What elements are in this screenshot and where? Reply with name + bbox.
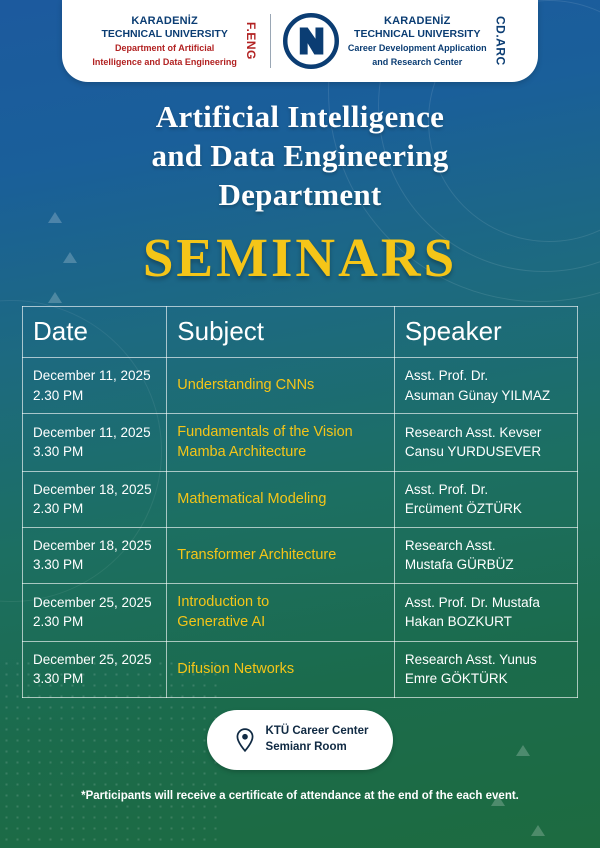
cell-subject bbox=[167, 583, 395, 641]
column-header-speaker: Speaker bbox=[394, 307, 577, 358]
speaker-line1: Research Asst. bbox=[404, 537, 496, 553]
date-line2: 3.30 PM bbox=[33, 444, 84, 460]
cell-speaker bbox=[394, 358, 577, 414]
date-line1: December 25, 2025 bbox=[33, 651, 152, 667]
subject-line1: Understanding CNNs bbox=[177, 377, 315, 394]
ktu-emblem-icon bbox=[283, 13, 339, 69]
table-header-row bbox=[23, 307, 578, 358]
decorative-triangle bbox=[516, 745, 530, 756]
left-logo-line2: TECHNICAL UNIVERSITY bbox=[101, 27, 228, 40]
subject-line1: Fundamentals of the Vision bbox=[177, 424, 353, 441]
date-line1: December 18, 2025 bbox=[33, 481, 152, 497]
cell-date bbox=[23, 471, 167, 527]
speaker-line2: Mustafa GÜRBÜZ bbox=[404, 557, 514, 573]
cell-date bbox=[23, 641, 167, 697]
cell-date bbox=[23, 414, 167, 472]
title-section bbox=[0, 98, 600, 289]
subject-line1: Introduction to bbox=[177, 593, 270, 610]
speaker-line1: Asst. Prof. Dr. bbox=[404, 368, 489, 383]
cell-speaker bbox=[394, 527, 577, 583]
left-logo-line1: KARADENİZ bbox=[131, 14, 198, 27]
decorative-triangle bbox=[531, 825, 545, 836]
footnote: *Participants will receive a certificate of attendance at the end of the each event. bbox=[81, 790, 519, 802]
left-logo-vertical-tag: F.ENG bbox=[243, 22, 258, 60]
date-line2: 2.30 PM bbox=[33, 614, 84, 630]
speaker-line2: Cansu YURDUSEVER bbox=[404, 444, 542, 460]
cell-speaker bbox=[394, 583, 577, 641]
subject-line2: Generative AI bbox=[177, 614, 266, 631]
cell-date bbox=[23, 583, 167, 641]
left-logo-block bbox=[92, 10, 258, 72]
table-row bbox=[23, 471, 578, 527]
speaker-line1: Asst. Prof. Dr. Mustafa bbox=[404, 594, 540, 610]
right-logo-vertical-tag: CD.ARC bbox=[493, 16, 508, 66]
department-title-line3: Department bbox=[218, 176, 382, 212]
cell-subject bbox=[167, 527, 395, 583]
date-line1: December 11, 2025 bbox=[33, 424, 151, 440]
schedule-table-wrapper bbox=[22, 306, 578, 698]
speaker-line2: Hakan BOZKURT bbox=[404, 614, 512, 630]
page-title: SEMINARS bbox=[142, 227, 458, 289]
cell-date bbox=[23, 358, 167, 414]
subject-line1: Transformer Architecture bbox=[177, 547, 337, 564]
subject-line1: Difusion Networks bbox=[177, 660, 295, 677]
cell-subject bbox=[167, 414, 395, 472]
cell-speaker bbox=[394, 414, 577, 472]
left-logo-text bbox=[92, 15, 237, 68]
table-row bbox=[23, 527, 578, 583]
left-logo-line4: Intelligence and Data Engineering bbox=[92, 56, 237, 67]
location-badge bbox=[207, 710, 393, 770]
right-logo-line2: TECHNICAL UNIVERSITY bbox=[354, 27, 481, 40]
table-row bbox=[23, 583, 578, 641]
column-header-subject: Subject bbox=[167, 307, 395, 358]
date-line2: 3.30 PM bbox=[33, 671, 84, 687]
speaker-line1: Asst. Prof. Dr. bbox=[404, 481, 489, 497]
map-pin-icon bbox=[232, 727, 258, 753]
location-text bbox=[266, 724, 369, 755]
right-logo-line1: KARADENİZ bbox=[383, 14, 451, 27]
date-line2: 3.30 PM bbox=[33, 557, 84, 573]
location-line2: Semianr Room bbox=[265, 741, 347, 753]
cell-subject bbox=[167, 641, 395, 697]
left-logo-line3: Department of Artificial bbox=[115, 42, 215, 53]
right-logo-line4: and Research Center bbox=[372, 56, 463, 67]
date-line1: December 18, 2025 bbox=[33, 537, 152, 553]
right-logo-line3: Career Development Application bbox=[347, 42, 487, 53]
right-logo-text bbox=[348, 15, 487, 68]
date-line1: December 11, 2025 bbox=[33, 368, 151, 383]
right-logo-block bbox=[283, 10, 508, 72]
table-row bbox=[23, 641, 578, 697]
location-line1: KTÜ Career Center bbox=[265, 725, 369, 738]
speaker-line2: Asuman Günay YILMAZ bbox=[404, 387, 551, 403]
date-line2: 2.30 PM bbox=[33, 387, 84, 403]
cell-subject bbox=[167, 358, 395, 414]
cell-date bbox=[23, 527, 167, 583]
subject-line1: Mathematical Modeling bbox=[177, 491, 327, 508]
decorative-triangle bbox=[48, 292, 62, 303]
date-line2: 2.30 PM bbox=[33, 501, 84, 517]
speaker-line2: Ercüment ÖZTÜRK bbox=[404, 501, 522, 517]
cell-speaker bbox=[394, 641, 577, 697]
speaker-line1: Research Asst. Yunus bbox=[404, 651, 537, 667]
column-header-date: Date bbox=[23, 307, 167, 358]
subject-line2: Mamba Architecture bbox=[177, 444, 307, 461]
logo-header-bar bbox=[62, 0, 538, 82]
cell-speaker bbox=[394, 471, 577, 527]
date-line1: December 25, 2025 bbox=[33, 594, 152, 610]
table-row bbox=[23, 414, 578, 472]
department-title-line1: Artificial Intelligence bbox=[155, 99, 445, 134]
speaker-line2: Emre GÖKTÜRK bbox=[404, 671, 508, 687]
speaker-line1: Research Asst. Kevser bbox=[404, 424, 542, 440]
cell-subject bbox=[167, 471, 395, 527]
schedule-table bbox=[22, 306, 578, 698]
table-row bbox=[23, 358, 578, 414]
department-title-line2: and Data Engineering bbox=[151, 137, 449, 173]
logo-divider bbox=[270, 14, 271, 68]
